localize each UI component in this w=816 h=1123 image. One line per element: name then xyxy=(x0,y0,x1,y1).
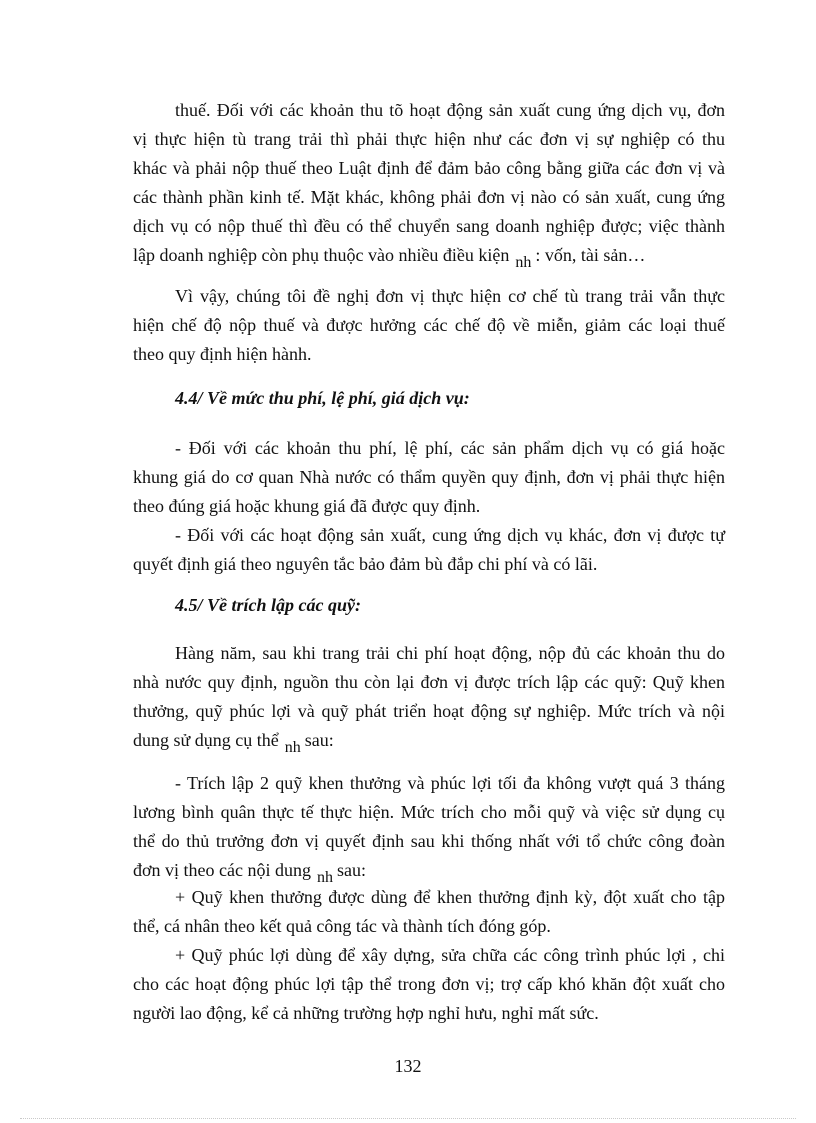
text-segment: dung sử dụng cụ thể xyxy=(133,730,279,750)
text-line: quyết định giá theo nguyên tắc bảo đảm bù đắp chi phí và có lãi. xyxy=(133,554,598,574)
text-line xyxy=(133,728,725,760)
text-line: hiện chế độ nộp thuế và được hưởng các chế độ về miễn, giảm các loại thuế xyxy=(133,315,725,335)
text-line xyxy=(133,243,725,275)
text-segment: : vốn, tài sản… xyxy=(535,245,646,265)
section-heading: 4.4/ Về mức thu phí, lệ phí, giá dịch vụ: xyxy=(175,388,470,408)
text-line: vị thực hiện tù trang trải thì phải thực hiện như các đơn vị sự nghiệp có thu xyxy=(133,129,725,149)
text-line: cho các hoạt động phúc lợi tập thể trong đơn vị; trợ cấp khó khăn đột xuất cho xyxy=(133,974,725,994)
text-line: người lao động, kể cả những trường hợp nghỉ hưu, nghỉ mất sức. xyxy=(133,1003,599,1023)
text-segment: sau: xyxy=(336,860,366,880)
text-line: khung giá do cơ quan Nhà nước có thẩm quyền quy định, đơn vị phải thực hiện xyxy=(133,467,725,487)
text-segment: lập doanh nghiệp còn phụ thuộc vào nhiều điều kiện xyxy=(133,245,510,265)
text-line: thưởng, quỹ phúc lợi và quỹ phát triển hoạt động sự nghiệp. Mức trích và nội xyxy=(133,701,725,721)
text-line: Hàng năm, sau khi trang trải chi phí hoạt động, nộp đủ các khoản thu do xyxy=(175,643,725,663)
text-line: theo quy định hiện hành. xyxy=(133,344,312,364)
text-line: - Đối với các hoạt động sản xuất, cung ứng dịch vụ khác, đơn vị được tự xyxy=(175,525,725,545)
text-segment: sau: xyxy=(304,730,334,750)
subscript-fragment: nh xyxy=(284,739,301,756)
text-line: khác và phải nộp thuế theo Luật định để đảm bảo công bằng giữa các đơn vị và xyxy=(133,158,725,178)
text-line: các thành phần kinh tế. Mặt khác, không phải đơn vị nào có sản xuất, cung ứng xyxy=(133,187,725,207)
footer-divider xyxy=(20,1118,796,1119)
text-line: lương bình quân thực tế thực hiện. Mức trích cho mỗi quỹ và việc sử dụng cụ xyxy=(133,802,725,822)
text-line: theo đúng giá hoặc khung giá đã được quy định. xyxy=(133,496,481,516)
text-line: Vì vậy, chúng tôi đề nghị đơn vị thực hiện cơ chế tù trang trải vẫn thực xyxy=(175,286,725,306)
text-line: dịch vụ có nộp thuế thì đều có thể chuyển sang doanh nghiệp được; việc thành xyxy=(133,216,725,236)
text-line: thể, cá nhân theo kết quả công tác và thành tích đóng góp. xyxy=(133,916,551,936)
text-line: - Đối với các khoản thu phí, lệ phí, các sản phẩm dịch vụ có giá hoặc xyxy=(175,438,725,458)
text-line: thể do thủ trưởng đơn vị quyết định sau khi thống nhất với tổ chức công đoàn xyxy=(133,831,725,851)
text-line: + Quỹ khen thưởng được dùng để khen thưởng định kỳ, đột xuất cho tập xyxy=(175,887,725,907)
page-number: 132 xyxy=(394,1056,422,1076)
subscript-fragment: nh xyxy=(316,869,333,886)
text-line: - Trích lập 2 quỹ khen thưởng và phúc lợi tối đa không vượt quá 3 tháng xyxy=(175,773,725,793)
text-line: + Quỹ phúc lợi dùng để xây dựng, sửa chữa các công trình phúc lợi , chi xyxy=(175,945,725,965)
text-line: thuế. Đối với các khoản thu tõ hoạt động sản xuất cung ứng dịch vụ, đơn xyxy=(175,100,725,120)
text-segment: đơn vị theo các nội dung xyxy=(133,860,311,880)
section-heading: 4.5/ Về trích lập các quỹ: xyxy=(175,595,361,615)
text-line: nhà nước quy định, nguồn thu còn lại đơn vị được trích lập các quỹ: Quỹ khen xyxy=(133,672,725,692)
subscript-fragment: nh xyxy=(515,254,532,271)
